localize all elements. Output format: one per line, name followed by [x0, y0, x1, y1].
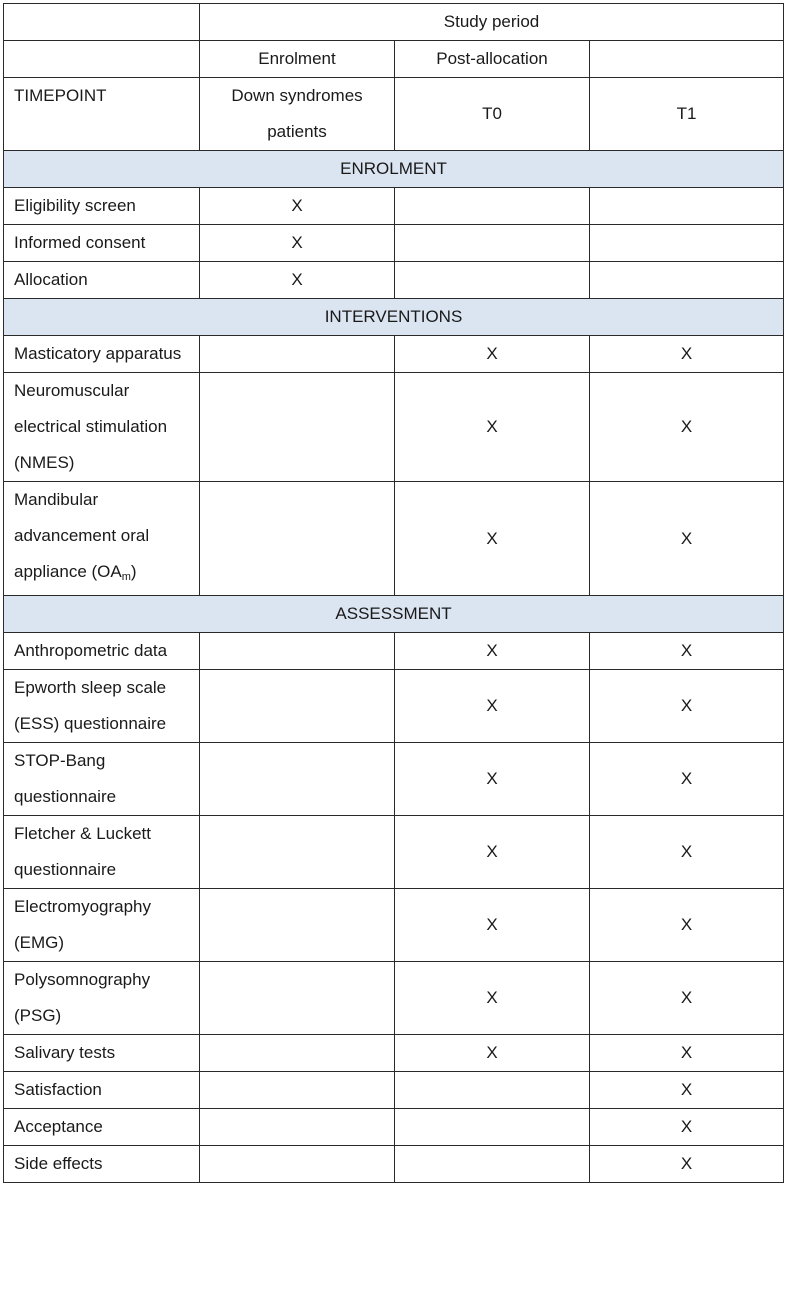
- table-row: [4, 373, 784, 482]
- t1-mark-cell: X: [590, 336, 784, 373]
- section-header-row: [4, 151, 784, 188]
- enrol-mark-cell: X: [200, 262, 395, 299]
- procedure-label-text: Anthropometric data: [14, 641, 168, 660]
- empty-corner-cell: [4, 4, 200, 41]
- table-row: [4, 962, 784, 1035]
- spirit-schedule-table: [3, 3, 784, 1183]
- procedure-label: [4, 373, 200, 482]
- section-title: ENROLMENT: [4, 151, 784, 188]
- enrol-mark-cell: [200, 482, 395, 596]
- procedure-label-text: Salivary tests: [14, 1043, 116, 1062]
- enrol-mark-cell: [200, 889, 395, 962]
- t1-mark-cell: [590, 262, 784, 299]
- enrol-mark-cell: [200, 1072, 395, 1109]
- procedure-label-text: Informed consent: [14, 233, 146, 252]
- t0-mark-cell: [395, 1072, 590, 1109]
- t0-mark-cell: X: [395, 670, 590, 743]
- enrol-mark-cell: [200, 743, 395, 816]
- procedure-label-text: Allocation: [14, 270, 88, 289]
- section-title: INTERVENTIONS: [4, 299, 784, 336]
- table-row: [4, 816, 784, 889]
- empty-phase-cell: [590, 41, 784, 78]
- table-row: [4, 262, 784, 299]
- procedure-label: [4, 743, 200, 816]
- study-period-heading: Study period: [200, 4, 784, 41]
- procedure-label-text: STOP-Bang questionnaire: [14, 751, 117, 806]
- t1-mark-cell: [590, 188, 784, 225]
- t0-mark-cell: [395, 188, 590, 225]
- enrol-mark-cell: [200, 336, 395, 373]
- t1-mark-cell: X: [590, 1146, 784, 1183]
- procedure-label: [4, 1146, 200, 1183]
- section-title: ASSESSMENT: [4, 596, 784, 633]
- t0-mark-cell: X: [395, 1035, 590, 1072]
- t0-mark-cell: X: [395, 633, 590, 670]
- enrol-mark-cell: [200, 962, 395, 1035]
- enrol-mark-cell: [200, 1146, 395, 1183]
- t0-mark-cell: X: [395, 816, 590, 889]
- section-header-row: [4, 299, 784, 336]
- procedure-label-text: Masticatory apparatus: [14, 344, 182, 363]
- procedure-label-text: Satisfaction: [14, 1080, 102, 1099]
- table-row: [4, 1072, 784, 1109]
- t0-mark-cell: X: [395, 373, 590, 482]
- empty-phase-cell: [4, 41, 200, 78]
- table-row: [4, 743, 784, 816]
- t1-heading: T1: [590, 78, 784, 151]
- enrol-mark-cell: [200, 1109, 395, 1146]
- table-row: [4, 1146, 784, 1183]
- procedure-label: [4, 816, 200, 889]
- t0-heading: T0: [395, 78, 590, 151]
- t1-mark-cell: X: [590, 633, 784, 670]
- procedure-label-text: Epworth sleep scale (ESS) questionnaire: [14, 678, 167, 733]
- enrol-mark-cell: [200, 373, 395, 482]
- procedure-label: [4, 889, 200, 962]
- procedure-label: [4, 188, 200, 225]
- procedure-label: [4, 262, 200, 299]
- table-row: [4, 670, 784, 743]
- procedure-label: [4, 482, 200, 596]
- t0-mark-cell: X: [395, 962, 590, 1035]
- table-row: [4, 889, 784, 962]
- table-row: [4, 225, 784, 262]
- procedure-label: [4, 962, 200, 1035]
- t1-mark-cell: X: [590, 373, 784, 482]
- procedure-label-subscript: m: [121, 571, 131, 583]
- procedure-label-end: ): [130, 562, 137, 581]
- procedure-label-text: Polysomnography (PSG): [14, 970, 151, 1025]
- t1-mark-cell: X: [590, 1109, 784, 1146]
- table-row: [4, 633, 784, 670]
- enrol-mark-cell: X: [200, 225, 395, 262]
- t1-mark-cell: [590, 225, 784, 262]
- t0-mark-cell: [395, 1109, 590, 1146]
- header-row-phases: [4, 41, 784, 78]
- enrol-mark-cell: [200, 816, 395, 889]
- procedure-label: [4, 670, 200, 743]
- procedure-label-text: Side effects: [14, 1154, 103, 1173]
- t0-mark-cell: [395, 262, 590, 299]
- header-row-study-period: [4, 4, 784, 41]
- procedure-label-text: Fletcher & Luckett questionnaire: [14, 824, 152, 879]
- procedure-label-text: Neuromuscular electrical stimulation (NMES): [14, 381, 168, 472]
- enrol-group-heading: Down syndromes patients: [200, 78, 395, 151]
- procedure-label-text: Electromyography (EMG): [14, 897, 152, 952]
- enrol-mark-cell: [200, 670, 395, 743]
- enrol-mark-cell: [200, 633, 395, 670]
- t0-mark-cell: X: [395, 336, 590, 373]
- post-allocation-heading: Post-allocation: [395, 41, 590, 78]
- procedure-label-text: Acceptance: [14, 1117, 103, 1136]
- procedure-label-text: Mandibular advancement oral appliance (OA: [14, 490, 150, 581]
- procedure-label: [4, 1109, 200, 1146]
- procedure-label: [4, 1072, 200, 1109]
- procedure-label: [4, 225, 200, 262]
- table-row: [4, 1109, 784, 1146]
- schedule-body: [4, 151, 784, 1183]
- t0-mark-cell: X: [395, 743, 590, 816]
- t1-mark-cell: X: [590, 670, 784, 743]
- t1-mark-cell: X: [590, 816, 784, 889]
- t0-mark-cell: X: [395, 889, 590, 962]
- header-row-timepoint: [4, 78, 784, 151]
- t1-mark-cell: X: [590, 889, 784, 962]
- enrol-mark-cell: [200, 1035, 395, 1072]
- enrolment-phase-heading: Enrolment: [200, 41, 395, 78]
- table-row: [4, 1035, 784, 1072]
- t0-mark-cell: [395, 225, 590, 262]
- table-row: [4, 482, 784, 596]
- t1-mark-cell: X: [590, 1035, 784, 1072]
- enrol-mark-cell: X: [200, 188, 395, 225]
- timepoint-heading: TIMEPOINT: [4, 78, 200, 151]
- t0-mark-cell: [395, 1146, 590, 1183]
- t1-mark-cell: X: [590, 482, 784, 596]
- table-row: [4, 336, 784, 373]
- procedure-label: [4, 633, 200, 670]
- t1-mark-cell: X: [590, 743, 784, 816]
- procedure-label-text: Eligibility screen: [14, 196, 136, 215]
- t1-mark-cell: X: [590, 1072, 784, 1109]
- t0-mark-cell: X: [395, 482, 590, 596]
- procedure-label: [4, 336, 200, 373]
- table-row: [4, 188, 784, 225]
- section-header-row: [4, 596, 784, 633]
- procedure-label: [4, 1035, 200, 1072]
- t1-mark-cell: X: [590, 962, 784, 1035]
